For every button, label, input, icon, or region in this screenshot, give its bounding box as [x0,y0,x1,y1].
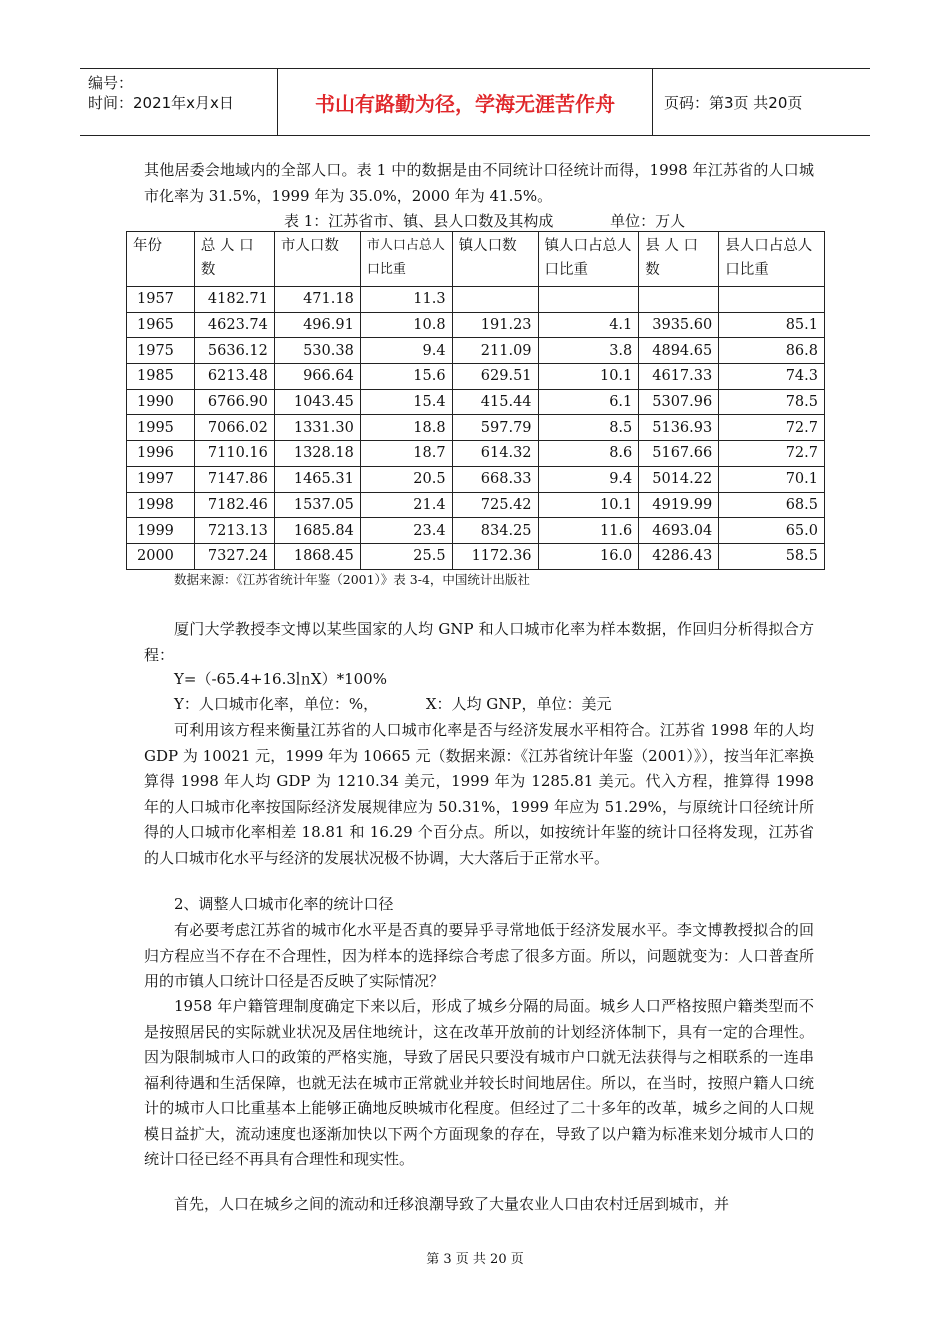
col-header-county: 县 人 口 数 [639,232,719,287]
table-cell [719,287,825,313]
table-cell: 4286.43 [639,543,719,569]
table-row [127,466,825,492]
table-cell [452,287,538,313]
table-cell: 18.7 [360,441,452,467]
table-cell: 74.3 [719,364,825,390]
table-cell: 58.5 [719,543,825,569]
table-cell: 4919.99 [639,492,719,518]
table-row [127,364,825,390]
formula: Y=（-65.4+16.3㏑X）*100% [174,670,387,688]
table-row [127,441,825,467]
table-cell: 1965 [127,312,195,338]
table-unit: 单位：万人 [610,212,686,230]
table-cell: 1975 [127,338,195,364]
table-cell: 1537.05 [274,492,360,518]
table-cell: 72.7 [719,441,825,467]
table-cell: 7110.16 [194,441,274,467]
table-cell: 1043.45 [274,389,360,415]
table-cell: 20.5 [360,466,452,492]
code-label: 编号： [88,74,134,92]
population-table [126,231,825,570]
col-header-town: 镇人口数 [452,232,538,287]
table-cell: 1999 [127,518,195,544]
paragraph-comparison: 可利用该方程来衡量江苏省的人口城市化率是否与经济发展水平相符合。江苏省 1998 年的人均 GDP 为 10021 元，1999 年为 10665 元（数据来源：《江苏省统计年鉴（2001）》），按当年汇率换算得 1998 年人均 GDP 为 1210.34 美元，1999 年为 1285.81 美元。代入方程，推算得 1998 年的人口城市化率按国际经济发展规律应为 50.31%，1999 年应为 51.29%，与原统计口径统计所得的人口城市化率相差 18.81 和 16.29 个百分点。所以，如按统计年鉴的统计口径将发现，江苏省的人口城市化水平与经济的发展状况极不协调，大大落后于正常水平。 [144,721,814,867]
table-cell: 6213.48 [194,364,274,390]
table-cell [538,287,639,313]
table-cell: 1995 [127,415,195,441]
table-row [127,518,825,544]
table-cell: 6766.90 [194,389,274,415]
table-title: 表 1：江苏省市、镇、县人口数及其构成 [284,212,554,230]
table-cell: 4617.33 [639,364,719,390]
table-cell: 725.42 [452,492,538,518]
table-cell: 597.79 [452,415,538,441]
table-cell: 25.5 [360,543,452,569]
table-cell: 9.4 [538,466,639,492]
table-cell: 4182.71 [194,287,274,313]
page-footer: 第 3 页 共 20 页 [426,1252,524,1267]
col-header-county-share: 县人口占总人口比重 [719,232,825,287]
time-label: 时间：2021年x月x日 [88,94,234,112]
table-cell: 10.8 [360,312,452,338]
col-header-city: 市人口数 [274,232,360,287]
page-header [80,68,870,136]
table-cell: 68.5 [719,492,825,518]
table-cell: 7327.24 [194,543,274,569]
table-cell: 191.23 [452,312,538,338]
table-cell: 5167.66 [639,441,719,467]
paragraph-household-registration: 1958 年户籍管理制度确定下来以后，形成了城乡分隔的局面。城乡人口严格按照户籍类型而不是按照居民的实际就业状况及居住地统计，这在改革开放前的计划经济体制下，具有一定的合理性。因为限制城市人口的政策的严格实施，导致了居民只要没有城市户口就无法获得与之相联系的一连串福利待遇和生活保障，也就无法在城市正常就业并较长时间地居住。所以，在当时，按照户籍人口统计的城市人口比重基本上能够正确地反映城市化程度。但经过了二十多年的改革，城乡之间的人口规模日益扩大，流动速度也逐渐加快以下两个方面现象的存在，导致了以户籍为标准来划分城市人口的统计口径已经不再具有合理性和现实性。 [144,997,814,1168]
table-cell: 1328.18 [274,441,360,467]
table-cell: 21.4 [360,492,452,518]
table-cell: 11.3 [360,287,452,313]
paragraph-first-reason: 首先，人口在城乡之间的流动和迁移浪潮导致了大量农业人口由农村迁居到城市，并 [174,1195,730,1213]
table-cell: 85.1 [719,312,825,338]
table-cell: 16.0 [538,543,639,569]
table-cell: 3.8 [538,338,639,364]
table-row [127,492,825,518]
col-header-city-share: 市人口占总人口比重 [360,232,452,287]
table-row [127,287,825,313]
table-cell: 629.51 [452,364,538,390]
table-cell: 4894.65 [639,338,719,364]
table-row [127,543,825,569]
table-cell: 4.1 [538,312,639,338]
table-row [127,415,825,441]
formula-variables: Y：人口城市化率，单位：%， X：人均 GNP，单位：美元 [174,695,612,713]
table-source: 数据来源：《江苏省统计年鉴（2001）》表 3-4，中国统计出版社 [174,572,530,587]
table-cell: 1331.30 [274,415,360,441]
col-header-total: 总 人 口 数 [194,232,274,287]
table-row [127,389,825,415]
table-cell: 1990 [127,389,195,415]
table-cell: 415.44 [452,389,538,415]
table-cell: 15.6 [360,364,452,390]
table-cell: 23.4 [360,518,452,544]
table-cell: 496.91 [274,312,360,338]
table-cell [639,287,719,313]
table-cell: 72.7 [719,415,825,441]
table-cell: 7213.13 [194,518,274,544]
table-cell: 834.25 [452,518,538,544]
table-cell: 65.0 [719,518,825,544]
table-cell: 78.5 [719,389,825,415]
table-cell: 15.4 [360,389,452,415]
table-caption [284,210,685,231]
table-cell: 8.6 [538,441,639,467]
table-cell: 668.33 [452,466,538,492]
table-cell: 10.1 [538,364,639,390]
table-cell: 1998 [127,492,195,518]
table-cell: 86.8 [719,338,825,364]
table-cell: 3935.60 [639,312,719,338]
table-cell: 966.64 [274,364,360,390]
table-cell: 1465.31 [274,466,360,492]
table-cell: 211.09 [452,338,538,364]
table-cell: 1868.45 [274,543,360,569]
table-cell: 530.38 [274,338,360,364]
table-cell: 1957 [127,287,195,313]
table-row [127,312,825,338]
table-cell: 10.1 [538,492,639,518]
table-cell: 5014.22 [639,466,719,492]
table-cell: 5636.12 [194,338,274,364]
table-cell: 614.32 [452,441,538,467]
table-cell: 1685.84 [274,518,360,544]
table-row [127,338,825,364]
table-cell: 6.1 [538,389,639,415]
table-cell: 1172.36 [452,543,538,569]
header-meta [80,69,278,135]
table-cell: 7147.86 [194,466,274,492]
table-cell: 7182.46 [194,492,274,518]
paragraph-regression: 厦门大学教授李文博以某些国家的人均 GNP 和人口城市化率为样本数据，作回归分析得拟合方程： [144,620,814,664]
table-header-row [127,232,825,287]
table-cell: 70.1 [719,466,825,492]
table-cell: 5307.96 [639,389,719,415]
col-header-year: 年份 [127,232,195,287]
table-cell: 7066.02 [194,415,274,441]
table-cell: 8.5 [538,415,639,441]
table-cell: 1997 [127,466,195,492]
table-cell: 1985 [127,364,195,390]
intro-paragraph: 其他居委会地域内的全部人口。表 1 中的数据是由不同统计口径统计而得，1998 年江苏省的人口城市化率为 31.5%，1999 年为 35.0%，2000 年为 41.5%。 [144,161,814,205]
table-cell: 1996 [127,441,195,467]
table-cell: 9.4 [360,338,452,364]
table-cell: 2000 [127,543,195,569]
table-cell: 11.6 [538,518,639,544]
header-page-number: 页码：第3页 共20页 [664,93,803,112]
table-cell: 18.8 [360,415,452,441]
table-cell: 5136.93 [639,415,719,441]
section-title: 2、调整人口城市化率的统计口径 [174,895,394,913]
table-cell: 4623.74 [194,312,274,338]
header-motto: 书山有路勤为径，学海无涯苦作舟 [278,69,653,135]
table-cell: 471.18 [274,287,360,313]
table-cell: 4693.04 [639,518,719,544]
paragraph-question: 有必要考虑江苏省的城市化水平是否真的要异乎寻常地低于经济发展水平。李文博教授拟合的回归方程应当不存在不合理性，因为样本的选择综合考虑了很多方面。所以，问题就变为：人口普查所用的市镇人口统计口径是否反映了实际情况？ [144,921,814,990]
col-header-town-share: 镇人口占总人口比重 [538,232,639,287]
